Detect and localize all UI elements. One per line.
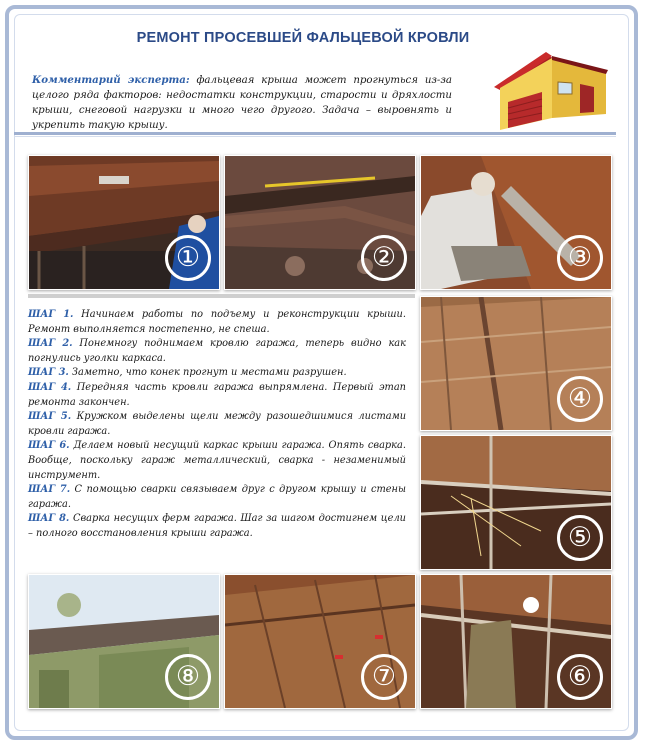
expert-comment — [32, 73, 452, 133]
step-3-text: ШАГ 3. Заметно, что конек прогнут и местами разрушен. — [28, 367, 347, 379]
step-1-text: ШАГ 1. Начинаем работы по подъему и реконструкции крыши. Ремонт выполняется постепенно, не спеша. — [28, 309, 406, 335]
step-number-3: ③ — [557, 235, 603, 281]
photo-step-1 — [28, 155, 220, 290]
steps-text — [28, 308, 406, 542]
step-number-6: ⑥ — [557, 654, 603, 700]
comment-text: фальцевая крыша может прогнуться из-за целого ряда факторов: недостатки конструкции, старости и дряхлости крыши, снеговой нагрузки и много чего другого. Задача – выровнять и укрепить такую крышу. — [32, 75, 453, 131]
comment-label: Комментарий эксперта: — [32, 74, 190, 86]
garage-illustration — [488, 42, 613, 134]
page-title: РЕМОНТ ПРОСЕВШЕЙ ФАЛЬЦЕВОЙ КРОВЛИ — [136, 30, 470, 46]
step-number-5: ⑤ — [557, 515, 603, 561]
step-4-text: ШАГ 4. Передняя часть кровли гаража выпрямлена. Первый этап ремонта закончен. — [28, 381, 406, 408]
step-8-text: ШАГ 8. Сварка несущих ферм гаража. Шаг за шагом достигнем цели – полного восстановления крыши гаража. — [28, 513, 406, 539]
step-number-8: ⑧ — [165, 654, 211, 700]
steps-top-bar — [28, 294, 415, 298]
step-6-text: ШАГ 6. Делаем новый несущий каркас крыши гаража. Опять сварка. Вообще, поскольку гараж металлический, сварка - незаменимый инструмент. — [28, 440, 406, 481]
step-number-2: ② — [361, 235, 407, 281]
photo-step-2 — [224, 155, 416, 290]
step-number-1: ① — [165, 235, 211, 281]
step-2-text: ШАГ 2. Понемногу поднимаем кровлю гаража, теперь видно как погнулись уголки каркаса. — [28, 338, 406, 364]
step-7-text: ШАГ 7. С помощью сварки связываем друг с другом крышу и стены гаража. — [28, 484, 406, 510]
photo-step-7 — [224, 574, 416, 709]
photo-step-4 — [420, 296, 612, 431]
photo-step-8 — [28, 574, 220, 709]
photo-step-6 — [420, 574, 612, 709]
photo-step-5 — [420, 435, 612, 570]
step-5-text: ШАГ 5. Кружком выделены щели между разошедшимися листами кровли гаража. — [28, 411, 407, 437]
step-number-4: ④ — [557, 376, 603, 422]
step-number-7: ⑦ — [361, 654, 407, 700]
header-divider-light — [14, 136, 616, 137]
photo-step-3 — [420, 155, 612, 290]
header-divider — [14, 132, 616, 135]
